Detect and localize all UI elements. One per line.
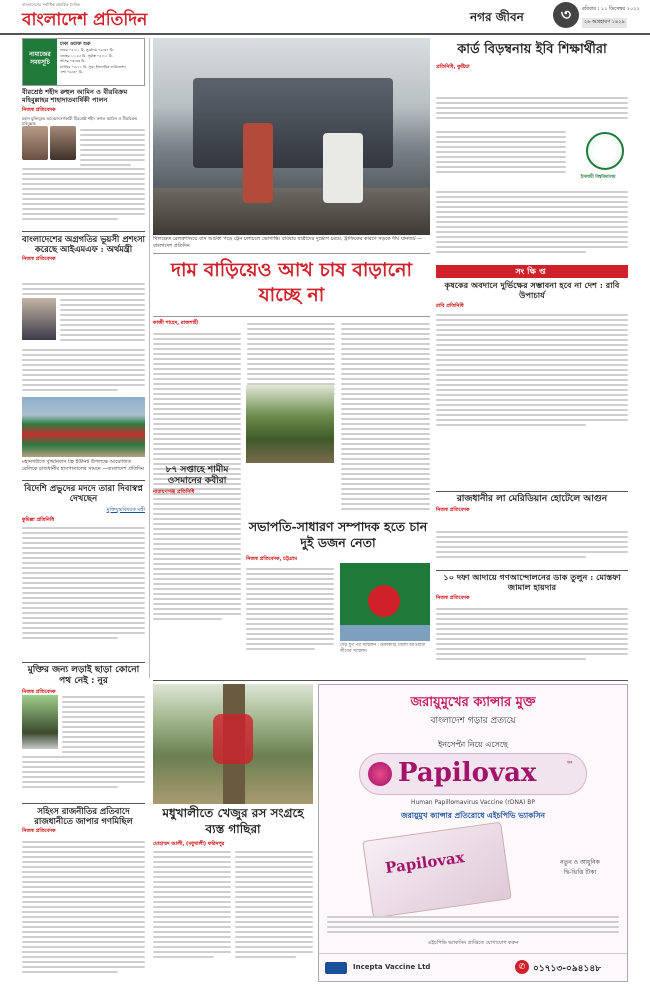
prayer-header: ঢাকা ওয়াক্ত শুরু: [60, 42, 91, 47]
prayer-row: এশা ০৬:৩০ মি.: [60, 70, 83, 75]
tagline: বাংলাদেশের সর্বাধিক প্রচারিত দৈনিক: [22, 2, 80, 7]
prayer-row: আসর ০৩:৩৩ মি.: [60, 59, 86, 64]
page-number: ৩: [560, 5, 572, 24]
headline[interactable]: বিদেশি প্রভুদের মদদে তারা দিবাস্বপ্ন দেখছেন: [24, 484, 143, 505]
ad-newsub: দ্বি-ভিত্তি টিকা: [563, 869, 597, 876]
incepta-logo: [325, 962, 347, 974]
rally-photo: [22, 397, 145, 457]
headline[interactable]: রাজধানীর লা মেরিডিয়ান হোটেলে আগুন: [456, 494, 608, 504]
prayer-row: মাগরিব ০৫:১১ মি. সূত্র: ইসলামিক ফাউন্ডেশন: [60, 64, 126, 69]
brief-item: [436, 573, 628, 676]
minister-photo: [22, 298, 56, 340]
prayer-row: জোহর ১১:৫৫ মি. সূর্যাস্ত ০৫:১১ মি.: [60, 53, 113, 58]
article-khejur: [153, 806, 313, 982]
brief-banner-label: সংক্ষিপ্ত: [515, 267, 549, 276]
masthead: [0, 0, 650, 35]
vaccine-box: [362, 822, 511, 919]
papilovax-ad[interactable]: [318, 684, 628, 982]
headline[interactable]: সহিংস রাজনীতির প্রতিবাদে রাজধানীতে জাপার গণমিছিল: [34, 806, 133, 827]
ad-phone[interactable]: ০১৭১৩-০৯৪১৪৮: [533, 964, 602, 974]
ad-note: এইচপিভি ভ্যাকসিন প্রাপ্তিতে যোগাযোগ করুন: [427, 940, 519, 946]
conference-photo: [340, 563, 430, 641]
headline[interactable]: বীরশ্রেষ্ঠ শহীদ রুহুল আমিন ও বীরবিক্রম মহিবুল্লাহর শাহাদাতবার্ষিকী পালন: [22, 88, 128, 104]
ad-tagline: জরায়ুমুখ ক্যান্সার প্রতিরোধে এইচপিভি ভ্যাকসিন: [400, 811, 546, 820]
portrait-photo: [22, 126, 48, 160]
byline: নিজস্ব প্রতিবেদক: [436, 506, 470, 513]
headline[interactable]: কৃষকের অবদানে দুর্ভিক্ষের সম্ভাবনা হবে না দেশ : রাবি উপাচার্য: [444, 280, 620, 300]
lead-headline[interactable]: দাম বাড়িয়েও আখ চাষ বাড়ানো যাচ্ছে না: [171, 259, 412, 307]
headline[interactable]: সভাপতি-সাধারণ সম্পাদক হতে চান দুই ডজন নেতা: [248, 519, 428, 551]
ad-brand: Papilovax: [398, 758, 537, 788]
byline: নিজস্ব প্রতিবেদক, চট্টগ্রাম: [246, 555, 297, 562]
article-birshreshtho: [22, 89, 145, 229]
ad-footer: [319, 953, 627, 981]
date-primary: রবিবার । ১১ ডিসেম্বর ২০২২: [582, 6, 640, 12]
prayer-row: ফজর ০৫:১১ মি. সূর্যোদয় ০৬:৩৭ মি.: [60, 48, 114, 52]
brief-banner: [436, 265, 628, 278]
sugarcane-photo: [246, 385, 334, 463]
phone-icon: ✆: [515, 960, 529, 974]
headline[interactable]: মধুখালীতে খেজুর রস সংগ্রহে ব্যস্ত গাছিরা: [162, 806, 304, 836]
headline[interactable]: ৮৭ সপ্তাহে শামীম ওসমানের কবীরা: [165, 465, 229, 486]
photo-caption: খিলক্ষেত রেলক্রসিংয়ে বাস আটকা পড়ে ট্রেন চলাচলে ভোগান্তি। রবিবার যাত্রীদের দুর্ভোগ চরমে, ট্রাফিকের কারণে সড়কে দীর্ঘ যানজট —বাংলাদেশ প্রতিদিন: [153, 236, 423, 249]
nur-photo: [22, 695, 58, 749]
ad-headline: জরায়ুমুখের ক্যান্সার মুক্ত: [410, 695, 536, 710]
byline: নিজস্ব প্রতিবেদক: [22, 828, 56, 835]
photo-caption: দেড় যুগ পর সম্মেলন : ঝালকাঠি জেলা আওয়ামী লীগের সম্মেলন: [340, 643, 426, 654]
ad-generic: Human Papillomavirus Vaccine (rDNA) BP: [410, 799, 536, 806]
byline: নিজস্ব প্রতিবেদক: [22, 688, 56, 695]
newspaper-logo[interactable]: বাংলাদেশ প্রতিদিন: [22, 10, 148, 30]
portrait-photo: [50, 126, 76, 160]
byline: প্রতিনিধি, কুষ্টিয়া: [436, 64, 470, 71]
article-conference: [246, 519, 430, 679]
byline: নারায়ণগঞ্জ প্রতিনিধি: [153, 488, 195, 495]
ad-brand-badge: [359, 753, 587, 795]
article-id-card: [436, 38, 628, 263]
ad-company: Incepta Vaccine Ltd: [353, 963, 431, 971]
prayer-times-box: [22, 38, 145, 86]
byline: নিজস্ব প্রতিবেদক: [22, 106, 56, 113]
subhead: মুক্তিযুদ্ধবিষয়ক মন্ত্রী: [106, 506, 145, 513]
photo-caption: মহানগরীতে বৃদ্ধিনিবাস ফ্রি ইউনিট উপলক্ষে আয়োজিত রেলিকে রাজধানীর হাসপাতালের সামনে —বাংলাদেশ প্রতিদিন: [22, 459, 145, 472]
byline: মোহাম্মদ আলী, (মধুখালী) ফরিদপুর: [153, 841, 225, 848]
flower-icon: [368, 762, 392, 786]
ad-intro: ইনসেপ্টা নিয়ে এসেছে: [438, 740, 508, 749]
logo-caption: ইসলামী বিশ্ববিদ্যালয়: [580, 175, 616, 180]
headline[interactable]: বাংলাদেশের অগ্রগতির ভূয়সী প্রশংসা করেছে আইএমএফ : অর্থমন্ত্রী: [22, 234, 145, 255]
ad-tm: ™: [566, 760, 574, 769]
article-foreign-masters: [22, 484, 145, 664]
train-crossing-photo: [153, 38, 430, 235]
page-number-badge: [553, 2, 579, 28]
pack-label: Papilovax: [383, 848, 466, 878]
khejur-photo: [153, 684, 313, 804]
ad-headline-2: বাংলাদেশ গড়ার প্রত্যয়ে: [430, 716, 516, 726]
byline: কাজী শাহেদ, রাজশাহী: [153, 320, 199, 326]
article-nur: [22, 665, 145, 805]
date-secondary: ২৬ অগ্রহায়ণ ১৪২৯: [582, 18, 627, 28]
university-logo: [586, 132, 624, 170]
brief-item: [436, 494, 628, 570]
prayer-label: নামাজের সময়সূচি: [23, 39, 57, 85]
byline: রাবি প্রতিনিধি: [436, 302, 464, 309]
lead-text: মহান মুক্তিযুদ্ধে আত্মোৎসর্গকারী বীরশ্রেষ্ঠ শহীদ রুহুল আমিন ও বীরবিক্রম মহিবুল্লাহ: [22, 115, 138, 126]
headline[interactable]: ১০ দফা আদায়ে গণআন্দোলনের ডাক তুলুন : মোস্তফা জামাল হায়দার: [443, 572, 621, 592]
headline[interactable]: মুক্তির জন্য লড়াই ছাড়া কোনো পথ নেই : নুর: [27, 665, 140, 686]
brief-item: [436, 281, 628, 491]
section-title: নগর জীবন: [470, 10, 524, 24]
headline[interactable]: কার্ড বিড়ম্বনায় ইবি শিক্ষার্থীরা: [457, 42, 607, 57]
byline: কুমিল্লা প্রতিনিধি: [22, 516, 55, 523]
ad-new: নতুন ও আধুনিক: [560, 859, 600, 866]
lead-headline-box: [153, 253, 430, 317]
byline: নিজস্ব প্রতিবেদক: [22, 256, 56, 263]
byline: নিজস্ব প্রতিবেদক: [436, 594, 470, 601]
article-japa: [22, 806, 145, 982]
